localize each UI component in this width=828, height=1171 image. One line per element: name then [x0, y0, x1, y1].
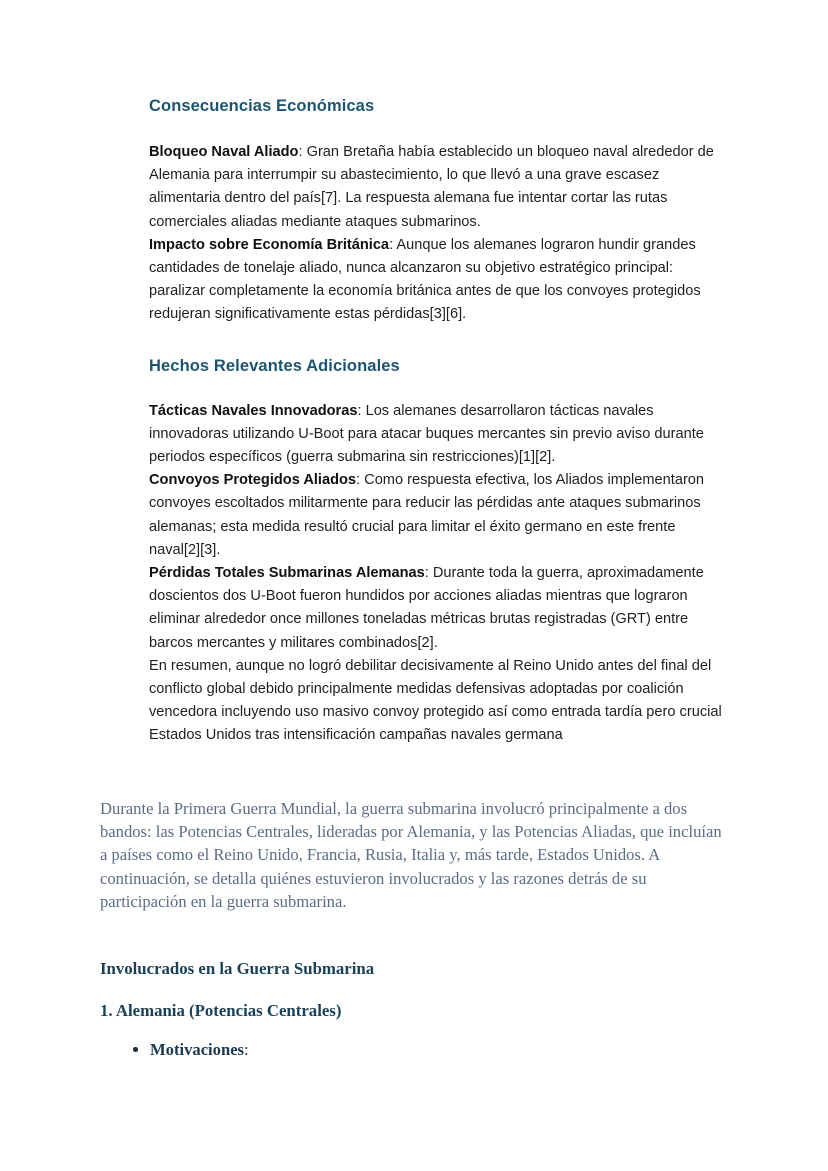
- heading-alemania-potencias-centrales: 1. Alemania (Potencias Centrales): [100, 1001, 342, 1021]
- paragraph-body: Durante toda la guerra, aproximadamente doscientos dos U-Boot fueron hundidos por acciones aliadas mientras que lograron eliminar alrededor once millones toneladas métricas brutas registradas (GRT) entre barcos mercantes y militares combinados[2].: [149, 565, 704, 651]
- paragraph-body: En resumen, aunque no logró debilitar decisivamente al Reino Unido antes del final del conflicto global debido principalmente medidas defensivas adoptadas por coalición vencedora incluyendo uso masivo convoy protegido así como entrada tardía pero crucial Estados Unidos tras intensificación campañas navales germana: [149, 657, 722, 744]
- paragraph-separator: :: [357, 402, 366, 419]
- paragraph-lead-term: Convoyos Protegidos Aliados: [149, 472, 357, 489]
- paragraph-convoyos-protegidos-aliados: [149, 469, 729, 562]
- serif-document-block: [100, 797, 730, 1060]
- paragraph-tacticas-navales-innovadoras: [149, 400, 729, 470]
- paragraph-separator: :: [389, 236, 397, 253]
- paragraph-separator: :: [298, 144, 307, 160]
- heading-hechos-relevantes-adicionales: Hechos Relevantes Adicionales: [149, 356, 400, 375]
- heading-consecuencias-economicas: Consecuencias Económicas: [149, 97, 375, 115]
- paragraph-lead-term: Impacto sobre Economía Británica: [149, 236, 390, 253]
- paragraph-en-resumen: [149, 655, 729, 748]
- paragraph-lead-term: Tácticas Navales Innovadoras: [149, 402, 358, 419]
- bullet-list: [100, 1039, 730, 1060]
- list-item-term: Motivaciones: [150, 1040, 245, 1060]
- paragraph-lead-term: Bloqueo Naval Aliado: [149, 144, 299, 160]
- list-item: [100, 1039, 730, 1060]
- paragraph-perdidas-totales-submarinas-alemanas: [149, 562, 729, 655]
- paragraph-impacto-economia-britanica: [149, 234, 729, 327]
- answer-content-block: [149, 96, 729, 748]
- paragraph-bloqueo-naval-aliado: [149, 141, 729, 234]
- bullet-dot-icon: [133, 1047, 138, 1052]
- paragraph-intro-guerra-submarina: Durante la Primera Guerra Mundial, la guerra submarina involucró principalmente a dos bandos: las Potencias Centrales, lideradas por Alemania, y las Potencias Aliadas, que incluían a países como el Reino Unido, Francia, Rusia, Italia y, más tarde, Estados Unidos. A continuación, se detalla quiénes estuvieron involucrados y las razones detrás de su participación en la guerra submarina.: [100, 799, 722, 911]
- paragraph-body: Los alemanes desarrollaron tácticas navales innovadoras utilizando U-Boot para atacar buques mercantes sin previo aviso durante periodos específicos (guerra submarina sin restricciones)[1][2].: [149, 402, 704, 466]
- paragraph-lead-term: Pérdidas Totales Submarinas Alemanas: [149, 565, 425, 582]
- paragraph-separator: :: [356, 472, 365, 489]
- heading-involucrados-guerra-submarina: Involucrados en la Guerra Submarina: [100, 959, 375, 979]
- paragraph-separator: :: [424, 565, 433, 582]
- paragraph-body: Gran Bretaña había establecido un bloqueo naval alrededor de Alemania para interrumpir su abastecimiento, lo que llevó a una grave escasez alimentaria dentro del país[7]. La respuesta alemana fue intentar cortar las rutas comerciales aliadas mediante ataques submarinos.: [149, 144, 714, 230]
- paragraph-body: Aunque los alemanes lograron hundir grandes cantidades de tonelaje aliado, nunca alcanzaron su objetivo estratégico principal: paralizar completamente la economía británica antes de que los convoyes protegidos redujeran significativamente estas pérdidas[3][6].: [149, 236, 701, 323]
- list-item-colon: :: [244, 1040, 249, 1060]
- paragraph-body: Como respuesta efectiva, los Aliados implementaron convoyes escoltados militarmente para reducir las pérdidas ante ataques submarinos alemanas; esta medida resultó crucial para limitar el éxito germano en este frente naval[2][3].: [149, 472, 705, 558]
